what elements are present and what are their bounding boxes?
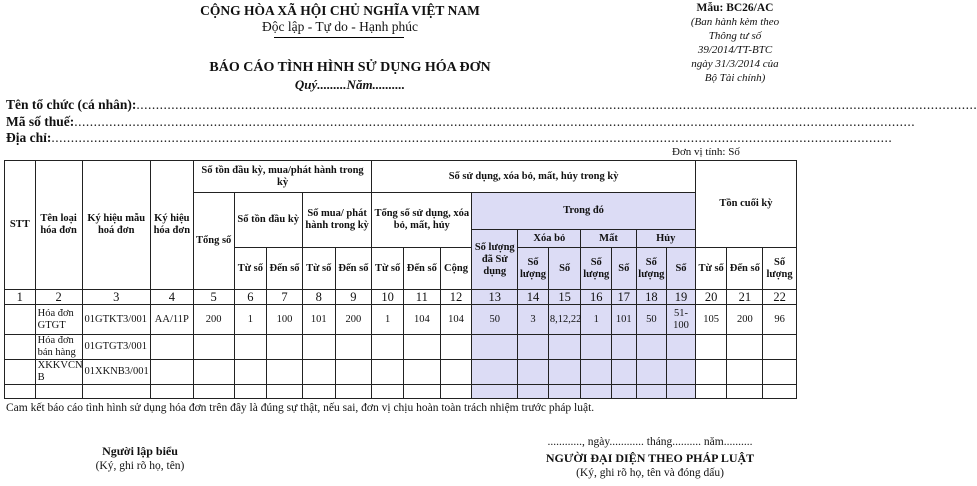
table-cell[interactable]: Hóa đơn GTGT (35, 305, 82, 335)
col-no: Số (667, 248, 696, 290)
table-cell[interactable]: 200 (193, 305, 234, 335)
table-cell[interactable] (150, 385, 193, 399)
org-name-field[interactable] (6, 97, 977, 113)
table-cell[interactable] (234, 385, 267, 399)
col-qty: Số lượng (581, 248, 612, 290)
table-cell[interactable]: 50 (636, 305, 667, 335)
col-no: Số (548, 248, 581, 290)
table-cell[interactable] (612, 385, 636, 399)
table-cell[interactable]: 200 (335, 305, 372, 335)
col-no: Số (612, 248, 636, 290)
table-row (5, 360, 797, 385)
table-cell[interactable]: 101 (612, 305, 636, 335)
unit-label: Đơn vị tính: Số (672, 146, 740, 158)
table-cell[interactable] (581, 335, 612, 360)
col-total-used: Tổng số sử dụng, xóa bỏ, mất, hủy (372, 193, 472, 248)
table-cell[interactable] (372, 385, 404, 399)
table-cell[interactable] (636, 360, 667, 385)
form-note-line: Bộ Tài chính) (704, 72, 766, 84)
tax-code-label: Mã số thuế: (6, 114, 75, 129)
column-number: 21 (727, 290, 763, 305)
col-from: Từ số (302, 248, 335, 290)
table-cell[interactable] (234, 335, 267, 360)
column-number: 14 (518, 290, 549, 305)
tax-code-dots: ......................................................................................................................................................................................................................... (74, 114, 916, 129)
table-cell[interactable] (667, 360, 696, 385)
invoice-usage-table (4, 160, 797, 399)
table-cell[interactable] (372, 360, 404, 385)
table-cell[interactable] (267, 335, 303, 360)
col-cancelled: Xóa bỏ (518, 230, 581, 248)
table-cell[interactable] (335, 385, 372, 399)
legal-rep-note: (Ký, ghi rõ họ, tên và đóng dấu) (576, 467, 724, 479)
table-row (5, 335, 797, 360)
col-form-symbol: Ký hiệu mẫu hoá đơn (82, 161, 150, 290)
table-cell[interactable]: 01GTKT3/001 (82, 305, 150, 335)
table-cell[interactable] (35, 385, 82, 399)
table-cell[interactable] (150, 335, 193, 360)
table-cell[interactable]: 100 (267, 305, 303, 335)
column-number: 15 (548, 290, 581, 305)
report-period: Quý.........Năm.......... (294, 77, 406, 92)
table-cell[interactable]: 1 (372, 305, 404, 335)
table-cell[interactable]: 96 (763, 305, 797, 335)
table-cell[interactable]: 50 (472, 305, 518, 335)
table-cell[interactable]: 51-100 (667, 305, 696, 335)
table-cell[interactable] (403, 385, 440, 399)
table-cell[interactable] (763, 360, 797, 385)
table-cell[interactable] (5, 305, 36, 335)
motto-underline (274, 37, 404, 38)
table-cell[interactable] (472, 335, 518, 360)
col-invoice-symbol: Ký hiệu hóa đơn (150, 161, 193, 290)
preparer-title: Người lập biểu (102, 444, 178, 458)
table-cell[interactable] (695, 360, 727, 385)
form-code: Mẫu: BC26/AC (696, 2, 774, 14)
nation-header: CỘNG HÒA XÃ HỘI CHỦ NGHĨA VIỆT NAM (200, 3, 480, 18)
col-to: Đến số (267, 248, 303, 290)
column-number: 18 (636, 290, 667, 305)
table-cell[interactable]: AA/11P (150, 305, 193, 335)
col-from: Từ số (234, 248, 267, 290)
column-number: 17 (612, 290, 636, 305)
table-cell[interactable] (234, 360, 267, 385)
table-cell[interactable] (267, 360, 303, 385)
table-cell[interactable] (302, 335, 335, 360)
table-cell[interactable]: 104 (403, 305, 440, 335)
table-cell[interactable] (193, 360, 234, 385)
column-number: 5 (193, 290, 234, 305)
column-number: 1 (5, 290, 36, 305)
table-cell[interactable] (335, 360, 372, 385)
table-cell[interactable] (548, 385, 581, 399)
col-from: Từ số (372, 248, 404, 290)
col-to: Đến số (403, 248, 440, 290)
column-number: 22 (763, 290, 797, 305)
table-cell[interactable] (5, 335, 36, 360)
col-purchased: Số mua/ phát hành trong kỳ (302, 193, 371, 248)
column-number: 2 (35, 290, 82, 305)
table-cell[interactable] (695, 335, 727, 360)
table-cell[interactable] (302, 360, 335, 385)
table-cell[interactable] (612, 360, 636, 385)
col-group-opening: Số tồn đầu kỳ, mua/phát hành trong kỳ (193, 161, 372, 193)
column-number: 10 (372, 290, 404, 305)
table-cell[interactable] (440, 360, 472, 385)
table-cell[interactable] (518, 385, 549, 399)
table-cell[interactable] (636, 335, 667, 360)
column-number: 13 (472, 290, 518, 305)
col-qty: Số lượng (518, 248, 549, 290)
table-cell[interactable]: 01GTGT3/001 (82, 335, 150, 360)
table-row (5, 305, 797, 335)
date-line: ............, ngày............ tháng.......... năm.......... (547, 436, 753, 448)
column-number: 12 (440, 290, 472, 305)
table-cell[interactable]: 8,12,22 (548, 305, 581, 335)
column-number-row (5, 290, 797, 305)
table-cell[interactable]: 101 (302, 305, 335, 335)
table-cell[interactable]: XKKVCN B (35, 360, 82, 385)
col-lost: Mất (581, 230, 636, 248)
table-cell[interactable] (302, 385, 335, 399)
col-sum: Cộng (440, 248, 472, 290)
table-cell[interactable] (335, 335, 372, 360)
table-cell[interactable]: Hóa đơn bán hàng (35, 335, 82, 360)
table-cell[interactable] (193, 385, 234, 399)
table-cell[interactable] (667, 335, 696, 360)
table-cell[interactable] (518, 360, 549, 385)
table-cell[interactable] (472, 360, 518, 385)
table-cell[interactable] (440, 385, 472, 399)
table-cell[interactable] (518, 335, 549, 360)
table-cell[interactable] (581, 360, 612, 385)
table-cell[interactable] (695, 385, 727, 399)
form-note-line: (Ban hành kèm theo (690, 16, 780, 28)
org-name-label: Tên tổ chức (cá nhân): (6, 97, 137, 112)
col-to: Đến số (727, 248, 763, 290)
column-number: 4 (150, 290, 193, 305)
col-destroyed: Hủy (636, 230, 695, 248)
col-invoice-type: Tên loại hóa đơn (35, 161, 82, 290)
table-cell[interactable] (440, 335, 472, 360)
tax-code-field[interactable] (6, 114, 916, 130)
col-from: Từ số (695, 248, 727, 290)
table-cell[interactable] (150, 360, 193, 385)
table-cell[interactable] (763, 385, 797, 399)
col-to: Đến số (335, 248, 372, 290)
col-qty: Số lượng (636, 248, 667, 290)
column-number: 6 (234, 290, 267, 305)
legal-rep-title: NGƯỜI ĐẠI DIỆN THEO PHÁP LUẬT (545, 451, 755, 465)
table-cell[interactable] (472, 385, 518, 399)
table-cell[interactable] (612, 335, 636, 360)
commitment-text: Cam kết báo cáo tình hình sử dụng hóa đơn trên đây là đúng sự thật, nếu sai, đơn vị chịu hoàn toàn trách nhiệm trước pháp luật. (6, 402, 595, 414)
column-number: 11 (403, 290, 440, 305)
table-cell[interactable] (727, 360, 763, 385)
col-qty-used: Số lượng đã Sử dụng (472, 230, 518, 290)
address-field[interactable] (6, 130, 893, 146)
table-cell[interactable]: 1 (581, 305, 612, 335)
column-number: 20 (695, 290, 727, 305)
table-cell[interactable] (5, 360, 36, 385)
table-cell[interactable] (193, 335, 234, 360)
table-cell[interactable] (548, 360, 581, 385)
column-number: 8 (302, 290, 335, 305)
table-row (5, 385, 797, 399)
table-cell[interactable] (548, 335, 581, 360)
col-total: Tổng số (193, 193, 234, 290)
org-name-dots: ......................................................................................................................................................................................................................... (136, 97, 977, 112)
table-cell[interactable] (403, 360, 440, 385)
col-of-which: Trong đó (472, 193, 696, 230)
col-qty: Số lượng (763, 248, 797, 290)
table-cell[interactable]: 105 (695, 305, 727, 335)
column-number: 19 (667, 290, 696, 305)
table-cell[interactable] (5, 385, 36, 399)
col-stt: STT (5, 161, 36, 290)
form-note-line: Thông tư số (708, 30, 762, 42)
table-cell[interactable] (667, 385, 696, 399)
form-note-line: 39/2014/TT-BTC (697, 44, 773, 56)
table-cell[interactable]: 1 (234, 305, 267, 335)
col-opening: Số tồn đầu kỳ (234, 193, 302, 248)
table-cell[interactable] (267, 385, 303, 399)
table-cell[interactable] (581, 385, 612, 399)
column-number: 7 (267, 290, 303, 305)
table-cell[interactable] (636, 385, 667, 399)
table-cell[interactable] (763, 335, 797, 360)
address-label: Địa chỉ: (6, 130, 52, 145)
col-closing: Tồn cuối kỳ (695, 161, 796, 248)
table-cell[interactable] (82, 385, 150, 399)
col-group-usage: Số sử dụng, xóa bỏ, mất, hủy trong kỳ (372, 161, 696, 193)
table-cell[interactable] (403, 335, 440, 360)
form-code-box (672, 1, 798, 85)
column-number: 9 (335, 290, 372, 305)
table-cell[interactable] (727, 385, 763, 399)
column-number: 3 (82, 290, 150, 305)
motto: Độc lập - Tự do - Hạnh phúc (262, 19, 418, 34)
table-cell[interactable]: 200 (727, 305, 763, 335)
table-cell[interactable]: 3 (518, 305, 549, 335)
preparer-note: (Ký, ghi rõ họ, tên) (95, 460, 185, 472)
form-note-line: ngày 31/3/2014 của (691, 58, 779, 70)
table-cell[interactable] (372, 335, 404, 360)
table-cell[interactable]: 01XKNB3/001 (82, 360, 150, 385)
report-title: BÁO CÁO TÌNH HÌNH SỬ DỤNG HÓA ĐƠN (209, 60, 491, 75)
column-number: 16 (581, 290, 612, 305)
table-cell[interactable] (727, 335, 763, 360)
table-cell[interactable]: 104 (440, 305, 472, 335)
address-dots: ......................................................................................................................................................................................................................... (51, 130, 893, 145)
